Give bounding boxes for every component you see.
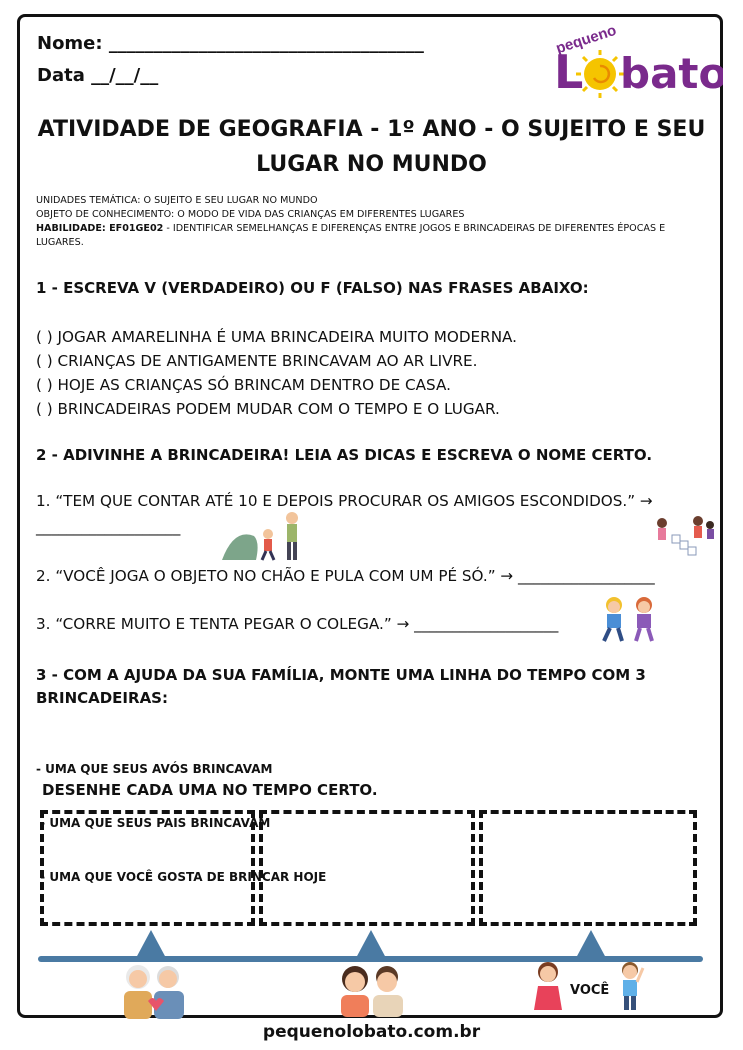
q2-clue-3: 3. “CORRE MUITO E TENTA PEGAR O COLEGA.” → ___________________: [36, 615, 559, 633]
svg-text:bato: bato: [620, 49, 723, 98]
girl-illustration: [533, 960, 563, 1012]
skill-text: HABILIDADE: EF01GE02 - IDENTIFICAR SEMELHANÇAS E DIFERENÇAS ENTRE JOGOS E BRINCADEIRAS DE DIFERENTES ÉPOCAS E LUGARES.: [36, 223, 666, 248]
q3-draw-instruction: DESENHE CADA UMA NO TEMPO CERTO.: [42, 781, 378, 799]
drawing-box-grandparents[interactable]: [40, 810, 255, 926]
q3-bullet: - UMA QUE VOCÊ GOSTA DE BRINCAR HOJE: [36, 870, 327, 884]
q1-title: 1 - ESCREVA V (VERDADEIRO) OU F (FALSO) NAS FRASES ABAIXO:: [36, 279, 589, 297]
logo-top-text: pequeno: [553, 22, 619, 58]
q1-item[interactable]: ( ) CRIANÇAS DE ANTIGAMENTE BRINCAVAM AO AR LIVRE.: [36, 352, 478, 370]
q2-clue-2: 2. “VOCÊ JOGA O OBJETO NO CHÃO E PULA COM UM PÉ SÓ.” → __________________: [36, 567, 655, 585]
timeline-marker: [576, 930, 606, 958]
q1-items: [36, 325, 517, 421]
drawing-box-parents[interactable]: [259, 810, 475, 926]
hopscotch-illustration: [650, 515, 720, 557]
you-label: VOCÊ: [570, 983, 610, 998]
date-field[interactable]: Data __/__/__: [37, 65, 159, 86]
q3-bullet: - UMA QUE SEUS PAIS BRINCAVAM: [36, 816, 271, 830]
object-text: OBJETO DE CONHECIMENTO: O MODO DE VIDA DAS CRIANÇAS EM DIFERENTES LUGARES: [36, 209, 465, 220]
q1-item[interactable]: ( ) HOJE AS CRIANÇAS SÓ BRINCAM DENTRO DE CASA.: [36, 376, 451, 394]
hide-and-seek-illustration: [220, 510, 305, 562]
boy-illustration: [615, 960, 645, 1012]
curriculum-info: [36, 194, 696, 250]
parents-illustration: [335, 965, 410, 1017]
grandparents-illustration: [118, 963, 190, 1019]
logo: [548, 22, 723, 100]
footer-website[interactable]: pequenolobato.com.br: [262, 1022, 481, 1042]
unit-text: UNIDADES TEMÁTICA: O SUJEITO E SEU LUGAR NO MUNDO: [36, 195, 318, 206]
tag-game-illustration: [596, 595, 666, 645]
svg-text:L: L: [554, 45, 584, 99]
timeline: [38, 928, 703, 968]
q1-item[interactable]: ( ) JOGAR AMARELINHA É UMA BRINCADEIRA MUITO MODERNA.: [36, 328, 518, 346]
q3-title: 3 - COM A AJUDA DA SUA FAMÍLIA, MONTE UMA LINHA DO TEMPO COM 3 BRINCADEIRAS:: [36, 666, 646, 707]
timeline-marker: [136, 930, 166, 958]
q2-title: 2 - ADIVINHE A BRINCADEIRA! LEIA AS DICAS E ESCREVA O NOME CERTO.: [36, 446, 653, 464]
q2-clue-1: 1. “TEM QUE CONTAR ATÉ 10 E DEPOIS PROCURAR OS AMIGOS ESCONDIDOS.” →: [36, 492, 653, 510]
timeline-marker: [356, 930, 386, 958]
drawing-box-you[interactable]: [479, 810, 697, 926]
page-title: ATIVIDADE DE GEOGRAFIA - 1º ANO - O SUJEITO E SEU LUGAR NO MUNDO: [37, 117, 706, 177]
name-field[interactable]: Nome: ___________________________________: [37, 33, 424, 54]
q3-bullet: - UMA QUE SEUS AVÓS BRINCAVAM: [36, 762, 273, 776]
q2-answer-blank-1[interactable]: ___________________: [36, 518, 181, 536]
q1-item[interactable]: ( ) BRINCADEIRAS PODEM MUDAR COM O TEMPO E O LUGAR.: [36, 400, 500, 418]
